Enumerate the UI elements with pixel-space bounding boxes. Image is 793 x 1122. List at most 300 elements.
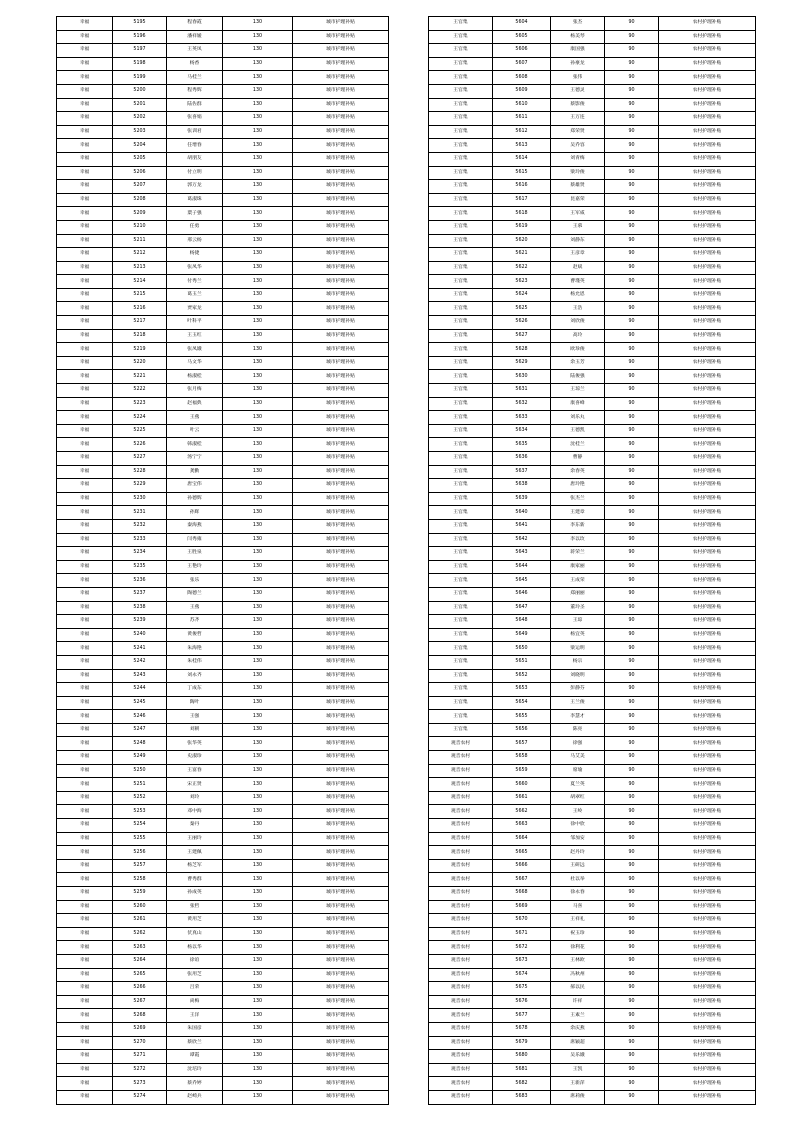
amount-cell: 90	[605, 1022, 659, 1036]
name-cell: 韩淑桂	[167, 438, 223, 452]
subsidy-type-cell: 农村护理补贴	[659, 778, 756, 792]
name-cell: 胡翠红	[551, 791, 605, 805]
amount-cell: 130	[223, 152, 293, 166]
amount-cell: 130	[223, 139, 293, 153]
area-cell: 王官集	[429, 288, 493, 302]
name-cell: 王强	[167, 710, 223, 724]
area-cell: 王官集	[429, 248, 493, 262]
name-cell: 王万连	[551, 112, 605, 126]
name-cell: 康家丽	[551, 560, 605, 574]
number-cell: 5610	[493, 98, 551, 112]
table-row	[429, 384, 756, 398]
name-cell: 李东新	[551, 519, 605, 533]
area-cell: 幸福	[57, 560, 113, 574]
table-row	[429, 900, 756, 914]
table-row	[57, 465, 389, 479]
area-cell: 幸福	[57, 248, 113, 262]
table-row	[429, 356, 756, 370]
name-cell: 王研远	[551, 859, 605, 873]
area-cell: 幸福	[57, 125, 113, 139]
amount-cell: 90	[605, 1009, 659, 1023]
table-row	[57, 927, 389, 941]
area-cell: 幸福	[57, 288, 113, 302]
number-cell: 5676	[493, 995, 551, 1009]
area-cell: 幸福	[57, 438, 113, 452]
subsidy-type-cell: 农村护理补贴	[659, 316, 756, 330]
amount-cell: 90	[605, 479, 659, 493]
subsidy-type-cell: 城市护理补贴	[293, 343, 389, 357]
subsidy-type-cell: 城市护理补贴	[293, 900, 389, 914]
table-row	[57, 343, 389, 357]
name-cell: 付秀兰	[167, 275, 223, 289]
area-cell: 观音农村	[429, 1090, 493, 1104]
subsidy-type-cell: 农村护理补贴	[659, 615, 756, 629]
table-row	[57, 492, 389, 506]
subsidy-type-cell: 农村护理补贴	[659, 696, 756, 710]
subsidy-type-cell: 农村护理补贴	[659, 887, 756, 901]
subsidy-type-cell: 城市护理补贴	[293, 519, 389, 533]
subsidy-type-cell: 城市护理补贴	[293, 737, 389, 751]
table-row	[429, 968, 756, 982]
amount-cell: 90	[605, 723, 659, 737]
name-cell: 席莉俊	[551, 1090, 605, 1104]
amount-cell: 130	[223, 819, 293, 833]
table-row	[429, 220, 756, 234]
amount-cell: 130	[223, 696, 293, 710]
table-row	[57, 1036, 389, 1050]
number-cell: 5202	[113, 112, 167, 126]
name-cell: 梁玲俊	[551, 166, 605, 180]
subsidy-type-cell: 城市护理补贴	[293, 560, 389, 574]
name-cell: 邹加安	[551, 832, 605, 846]
name-cell: 王建章	[551, 506, 605, 520]
amount-cell: 90	[605, 1050, 659, 1064]
subsidy-type-cell: 农村护理补贴	[659, 1063, 756, 1077]
name-cell: 王祥礼	[551, 914, 605, 928]
subsidy-type-cell: 城市护理补贴	[293, 465, 389, 479]
area-cell: 幸福	[57, 397, 113, 411]
amount-cell: 130	[223, 764, 293, 778]
subsidy-type-cell: 城市护理补贴	[293, 1090, 389, 1104]
subsidy-type-cell: 农村护理补贴	[659, 642, 756, 656]
subsidy-type-cell: 农村护理补贴	[659, 384, 756, 398]
name-cell: 张杰兰	[551, 492, 605, 506]
number-cell: 5273	[113, 1077, 167, 1091]
subsidy-type-cell: 农村护理补贴	[659, 1050, 756, 1064]
amount-cell: 130	[223, 112, 293, 126]
area-cell: 王官集	[429, 479, 493, 493]
name-cell: 史淑珍	[167, 751, 223, 765]
table-row	[429, 628, 756, 642]
table-row	[57, 438, 389, 452]
amount-cell: 130	[223, 302, 293, 316]
amount-cell: 90	[605, 288, 659, 302]
name-cell: 冯秋州	[551, 968, 605, 982]
table-row	[429, 302, 756, 316]
number-cell: 5671	[493, 927, 551, 941]
name-cell: 欧珍俊	[551, 343, 605, 357]
number-cell: 5242	[113, 655, 167, 669]
area-cell: 幸福	[57, 737, 113, 751]
amount-cell: 130	[223, 574, 293, 588]
amount-cell: 90	[605, 846, 659, 860]
number-cell: 5213	[113, 261, 167, 275]
area-cell: 观音农村	[429, 914, 493, 928]
area-cell: 幸福	[57, 533, 113, 547]
number-cell: 5683	[493, 1090, 551, 1104]
area-cell: 幸福	[57, 1090, 113, 1104]
area-cell: 观音农村	[429, 982, 493, 996]
area-cell: 幸福	[57, 44, 113, 58]
table-row	[429, 1050, 756, 1064]
number-cell: 5661	[493, 791, 551, 805]
name-cell: 王燕	[167, 601, 223, 615]
subsidy-type-cell: 城市护理补贴	[293, 941, 389, 955]
subsidy-type-cell: 城市护理补贴	[293, 533, 389, 547]
name-cell: 孙豪龙	[551, 57, 605, 71]
subsidy-type-cell: 农村护理补贴	[659, 683, 756, 697]
area-cell: 王官集	[429, 234, 493, 248]
area-cell: 幸福	[57, 343, 113, 357]
area-cell: 观音农村	[429, 1063, 493, 1077]
area-cell: 王官集	[429, 615, 493, 629]
amount-cell: 90	[605, 166, 659, 180]
name-cell: 王慕	[551, 220, 605, 234]
table-row	[57, 17, 389, 31]
table-row	[429, 873, 756, 887]
amount-cell: 130	[223, 1022, 293, 1036]
number-cell: 5636	[493, 452, 551, 466]
amount-cell: 130	[223, 927, 293, 941]
table-row	[429, 669, 756, 683]
table-row	[57, 275, 389, 289]
number-cell: 5681	[493, 1063, 551, 1077]
subsidy-type-cell: 农村护理补贴	[659, 927, 756, 941]
table-row	[429, 832, 756, 846]
table-row	[429, 778, 756, 792]
amount-cell: 130	[223, 587, 293, 601]
name-cell: 张杰	[551, 17, 605, 31]
number-cell: 5658	[493, 751, 551, 765]
amount-cell: 130	[223, 751, 293, 765]
name-cell: 曹秀群	[167, 873, 223, 887]
name-cell: 朱海艳	[167, 642, 223, 656]
area-cell: 王官集	[429, 152, 493, 166]
number-cell: 5209	[113, 207, 167, 221]
name-cell: 葛玉兰	[167, 288, 223, 302]
amount-cell: 130	[223, 288, 293, 302]
subsidy-type-cell: 农村护理补贴	[659, 98, 756, 112]
name-cell: 张华英	[167, 737, 223, 751]
name-cell: 王建佩	[167, 846, 223, 860]
subsidy-type-cell: 城市护理补贴	[293, 302, 389, 316]
subsidy-type-cell: 城市护理补贴	[293, 139, 389, 153]
number-cell: 5606	[493, 44, 551, 58]
area-cell: 幸福	[57, 1009, 113, 1023]
number-cell: 5645	[493, 574, 551, 588]
number-cell: 5632	[493, 397, 551, 411]
amount-cell: 90	[605, 57, 659, 71]
name-cell: 康喜峰	[551, 397, 605, 411]
subsidy-type-cell: 城市护理补贴	[293, 1050, 389, 1064]
name-cell: 蒋荣兰	[551, 547, 605, 561]
subsidy-type-cell: 农村护理补贴	[659, 397, 756, 411]
number-cell: 5207	[113, 180, 167, 194]
table-row	[429, 57, 756, 71]
subsidy-type-cell: 农村护理补贴	[659, 954, 756, 968]
subsidy-type-cell: 城市护理补贴	[293, 710, 389, 724]
amount-cell: 90	[605, 927, 659, 941]
number-cell: 5269	[113, 1022, 167, 1036]
name-cell: 贾家龙	[167, 302, 223, 316]
name-cell: 杨以华	[167, 941, 223, 955]
table-row	[429, 17, 756, 31]
name-cell: 马文华	[167, 356, 223, 370]
subsidy-type-cell: 农村护理补贴	[659, 180, 756, 194]
table-row	[57, 479, 389, 493]
name-cell: 朱桂伟	[167, 655, 223, 669]
amount-cell: 130	[223, 859, 293, 873]
area-cell: 王官集	[429, 316, 493, 330]
amount-cell: 130	[223, 995, 293, 1009]
amount-cell: 130	[223, 1036, 293, 1050]
name-cell: 徐谊	[167, 954, 223, 968]
table-row	[429, 261, 756, 275]
number-cell: 5198	[113, 57, 167, 71]
number-cell: 5633	[493, 411, 551, 425]
area-cell: 幸福	[57, 669, 113, 683]
amount-cell: 90	[605, 452, 659, 466]
number-cell: 5653	[493, 683, 551, 697]
area-cell: 王官集	[429, 506, 493, 520]
subsidy-type-cell: 农村护理补贴	[659, 819, 756, 833]
area-cell: 幸福	[57, 275, 113, 289]
table-row	[57, 125, 389, 139]
area-cell: 王官集	[429, 452, 493, 466]
number-cell: 5673	[493, 954, 551, 968]
name-cell: 王岭	[551, 805, 605, 819]
area-cell: 幸福	[57, 587, 113, 601]
number-cell: 5221	[113, 370, 167, 384]
name-cell: 张伟	[551, 71, 605, 85]
name-cell: 蔡乔婷	[167, 1077, 223, 1091]
amount-cell: 130	[223, 615, 293, 629]
subsidy-type-cell: 农村护理补贴	[659, 533, 756, 547]
amount-cell: 90	[605, 519, 659, 533]
number-cell: 5626	[493, 316, 551, 330]
table-row	[429, 859, 756, 873]
amount-cell: 130	[223, 669, 293, 683]
table-row	[429, 370, 756, 384]
area-cell: 观音农村	[429, 778, 493, 792]
number-cell: 5656	[493, 723, 551, 737]
number-cell: 5251	[113, 778, 167, 792]
amount-cell: 130	[223, 71, 293, 85]
area-cell: 王官集	[429, 519, 493, 533]
name-cell: 王军威	[551, 207, 605, 221]
name-cell: 丁成东	[167, 683, 223, 697]
table-row	[57, 248, 389, 262]
table-row	[429, 601, 756, 615]
subsidy-type-cell: 农村护理补贴	[659, 560, 756, 574]
subsidy-type-cell: 农村护理补贴	[659, 139, 756, 153]
amount-cell: 90	[605, 968, 659, 982]
subsidy-type-cell: 城市护理补贴	[293, 1063, 389, 1077]
name-cell: 陆俊强	[551, 370, 605, 384]
amount-cell: 90	[605, 873, 659, 887]
name-cell: 徐强	[551, 737, 605, 751]
name-cell: 黄用芝	[167, 914, 223, 928]
subsidy-type-cell: 城市护理补贴	[293, 832, 389, 846]
subsidy-type-cell: 农村护理补贴	[659, 248, 756, 262]
name-cell: 蔡欣兰	[167, 1036, 223, 1050]
amount-cell: 130	[223, 411, 293, 425]
amount-cell: 130	[223, 329, 293, 343]
name-cell: 蔡雄贤	[551, 180, 605, 194]
amount-cell: 130	[223, 30, 293, 44]
amount-cell: 90	[605, 655, 659, 669]
area-cell: 幸福	[57, 112, 113, 126]
number-cell: 5607	[493, 57, 551, 71]
number-cell: 5668	[493, 887, 551, 901]
name-cell: 张凤娥	[167, 343, 223, 357]
subsidy-type-cell: 农村护理补贴	[659, 519, 756, 533]
amount-cell: 130	[223, 968, 293, 982]
number-cell: 5272	[113, 1063, 167, 1077]
amount-cell: 90	[605, 98, 659, 112]
table-row	[429, 112, 756, 126]
area-cell: 幸福	[57, 98, 113, 112]
number-cell: 5674	[493, 968, 551, 982]
name-cell: 刘玲	[167, 791, 223, 805]
number-cell: 5678	[493, 1022, 551, 1036]
table-row	[429, 465, 756, 479]
table-row	[57, 832, 389, 846]
table-row	[429, 139, 756, 153]
amount-cell: 90	[605, 384, 659, 398]
table-row	[57, 683, 389, 697]
area-cell: 幸福	[57, 152, 113, 166]
table-row	[57, 560, 389, 574]
name-cell: 刘永齐	[167, 669, 223, 683]
name-cell: 王凯	[551, 1063, 605, 1077]
table-row	[57, 628, 389, 642]
table-row	[57, 669, 389, 683]
name-cell: 郑荣贤	[551, 125, 605, 139]
area-cell: 幸福	[57, 819, 113, 833]
table-row	[429, 30, 756, 44]
subsidy-type-cell: 农村护理补贴	[659, 832, 756, 846]
name-cell: 赵崎兵	[167, 1090, 223, 1104]
table-row	[429, 995, 756, 1009]
area-cell: 幸福	[57, 71, 113, 85]
table-row	[57, 873, 389, 887]
table-row	[429, 751, 756, 765]
number-cell: 5613	[493, 139, 551, 153]
subsidy-type-cell: 农村护理补贴	[659, 343, 756, 357]
subsidy-type-cell: 农村护理补贴	[659, 275, 756, 289]
table-row	[57, 112, 389, 126]
subsidy-type-cell: 农村护理补贴	[659, 751, 756, 765]
area-cell: 观音农村	[429, 764, 493, 778]
subsidy-type-cell: 城市护理补贴	[293, 574, 389, 588]
subsidy-type-cell: 农村护理补贴	[659, 370, 756, 384]
subsidy-type-cell: 农村护理补贴	[659, 57, 756, 71]
area-cell: 幸福	[57, 778, 113, 792]
amount-cell: 90	[605, 207, 659, 221]
table-row	[57, 370, 389, 384]
area-cell: 王官集	[429, 683, 493, 697]
table-row	[57, 968, 389, 982]
table-row	[429, 846, 756, 860]
number-cell: 5218	[113, 329, 167, 343]
table-row	[57, 234, 389, 248]
amount-cell: 90	[605, 112, 659, 126]
amount-cell: 90	[605, 234, 659, 248]
subsidy-type-cell: 农村护理补贴	[659, 764, 756, 778]
number-cell: 5219	[113, 343, 167, 357]
area-cell: 幸福	[57, 166, 113, 180]
area-cell: 幸福	[57, 452, 113, 466]
number-cell: 5268	[113, 1009, 167, 1023]
table-row	[429, 84, 756, 98]
area-cell: 幸福	[57, 887, 113, 901]
amount-cell: 90	[605, 438, 659, 452]
table-row	[57, 71, 389, 85]
number-cell: 5259	[113, 887, 167, 901]
table-row	[57, 1077, 389, 1091]
number-cell: 5203	[113, 125, 167, 139]
number-cell: 5245	[113, 696, 167, 710]
amount-cell: 90	[605, 751, 659, 765]
area-cell: 幸福	[57, 696, 113, 710]
area-cell: 王官集	[429, 560, 493, 574]
subsidy-type-cell: 城市护理补贴	[293, 506, 389, 520]
amount-cell: 130	[223, 506, 293, 520]
amount-cell: 90	[605, 397, 659, 411]
subsidy-type-cell: 城市护理补贴	[293, 547, 389, 561]
table-row	[429, 737, 756, 751]
number-cell: 5216	[113, 302, 167, 316]
name-cell: 沈桂兰	[551, 438, 605, 452]
area-cell: 幸福	[57, 914, 113, 928]
amount-cell: 130	[223, 397, 293, 411]
amount-cell: 90	[605, 84, 659, 98]
number-cell: 5611	[493, 112, 551, 126]
name-cell: 潘祥媛	[167, 30, 223, 44]
subsidy-type-cell: 农村护理补贴	[659, 438, 756, 452]
number-cell: 5208	[113, 193, 167, 207]
amount-cell: 130	[223, 737, 293, 751]
area-cell: 王官集	[429, 125, 493, 139]
amount-cell: 130	[223, 873, 293, 887]
table-row	[57, 30, 389, 44]
subsidy-type-cell: 城市护理补贴	[293, 1077, 389, 1091]
amount-cell: 130	[223, 1090, 293, 1104]
table-row	[429, 982, 756, 996]
table-row	[57, 1009, 389, 1023]
table-row	[57, 84, 389, 98]
number-cell: 5682	[493, 1077, 551, 1091]
name-cell: 李以玫	[551, 533, 605, 547]
name-cell: 陈亮	[551, 723, 605, 737]
name-cell: 刘青梅	[551, 152, 605, 166]
amount-cell: 90	[605, 982, 659, 996]
table-row	[429, 275, 756, 289]
number-cell: 5254	[113, 819, 167, 833]
number-cell: 5612	[493, 125, 551, 139]
subsidy-type-cell: 城市护理补贴	[293, 166, 389, 180]
